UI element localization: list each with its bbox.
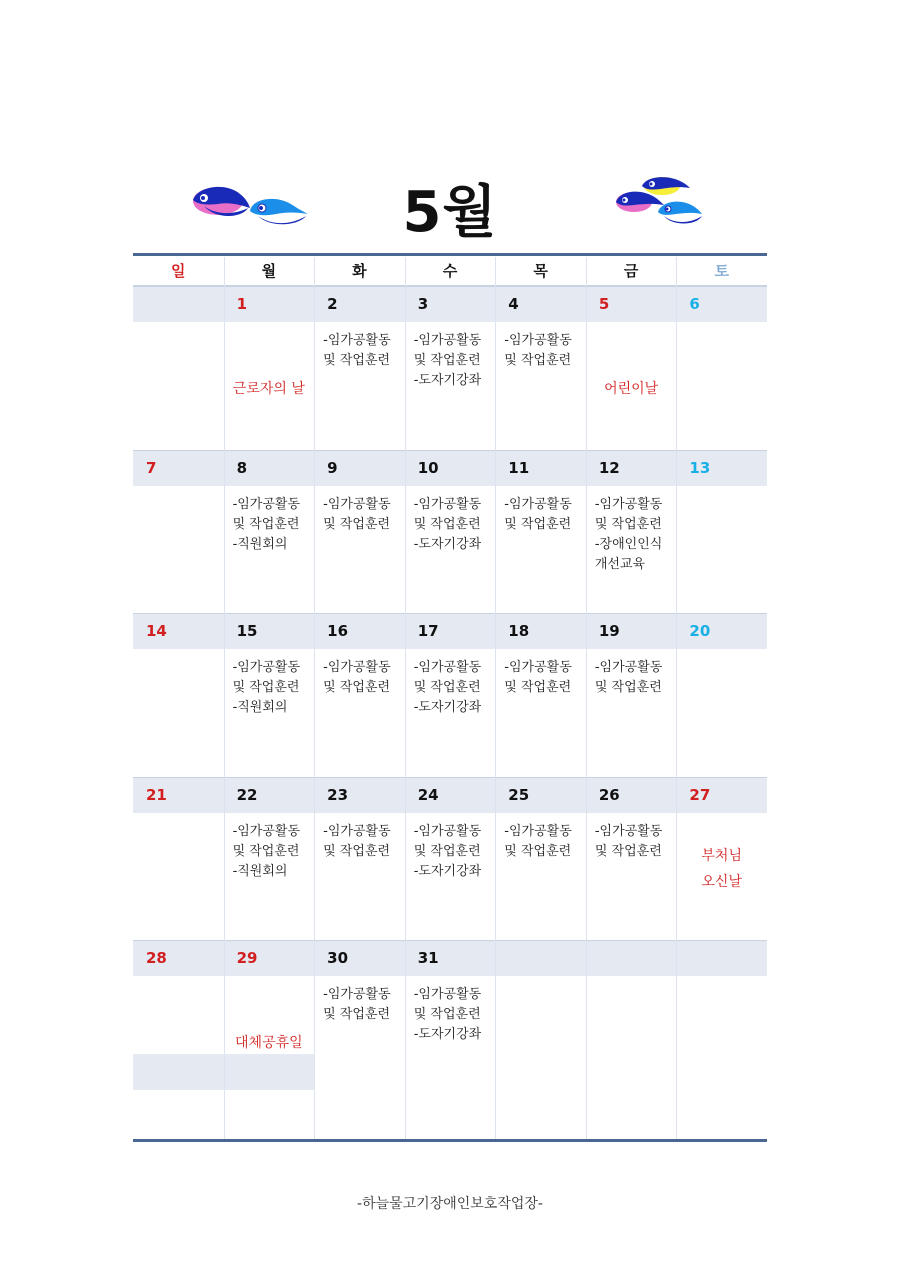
day-events: -임가공활동 및 작업훈련 -장애인인식 개선교육 [594, 497, 663, 572]
day-number: 19 [598, 622, 620, 640]
fish-right-icon [612, 172, 704, 226]
day-number: 13 [689, 459, 711, 477]
holiday-label: 근로자의 날 [232, 381, 305, 397]
week-divider [133, 940, 767, 941]
day-events: -임가공활동 및 작업훈련 [323, 824, 391, 859]
day-number: 8 [236, 459, 247, 477]
day-number: 20 [689, 622, 711, 640]
weekday-header: 수 [442, 262, 458, 280]
weekday-header: 월 [261, 262, 277, 280]
day-number: 16 [327, 622, 349, 640]
column-divider [676, 257, 677, 1139]
day-number: 25 [508, 786, 530, 804]
day-events: -임가공활동 및 작업훈련 -직원회의 [232, 660, 301, 715]
day-events: -임가공활동 및 작업훈련 [504, 497, 572, 532]
day-number: 17 [417, 622, 439, 640]
day-number: 10 [417, 459, 439, 477]
day-events: -임가공활동 및 작업훈련 -도자기강좌 [413, 497, 482, 552]
day-number: 12 [598, 459, 620, 477]
column-divider [314, 257, 315, 1139]
day-events: -임가공활동 및 작업훈련 [323, 987, 391, 1022]
week-date-band [133, 777, 767, 813]
day-events: -임가공활동 및 작업훈련 -도자기강좌 [413, 987, 482, 1042]
day-number: 4 [508, 295, 519, 313]
day-events: -임가공활동 및 작업훈련 -직원회의 [232, 824, 301, 879]
day-number: 1 [236, 295, 247, 313]
day-events: -임가공활동 및 작업훈련 [594, 824, 663, 859]
week-divider [133, 777, 767, 778]
week-divider [133, 450, 767, 451]
fish-left-icon [190, 178, 312, 228]
day-events: -임가공활동 및 작업훈련 -도자기강좌 [413, 660, 482, 715]
week-date-band [133, 613, 767, 649]
weekday-header: 목 [533, 262, 548, 280]
day-number: 22 [236, 786, 258, 804]
day-number: 24 [417, 786, 439, 804]
weekday-header: 토 [714, 262, 729, 280]
day-number: 28 [146, 949, 167, 967]
day-number: 7 [146, 459, 157, 477]
day-number: 2 [327, 295, 338, 313]
calendar-top-border [133, 253, 767, 256]
week-date-band [133, 286, 767, 322]
holiday-label: 어린이날 [604, 381, 659, 397]
column-divider [495, 257, 496, 1139]
day-number: 5 [598, 295, 610, 313]
day-events: -임가공활동 및 작업훈련 -도자기강좌 [413, 824, 482, 879]
holiday-label: 부처님 오신날 [701, 848, 742, 890]
week-date-band [133, 450, 767, 486]
day-number: 9 [327, 459, 338, 477]
day-number: 21 [146, 786, 167, 804]
month-title: 5월 [402, 180, 498, 245]
day-number: 29 [236, 949, 258, 967]
day-number: 27 [689, 786, 711, 804]
day-events: -임가공활동 및 작업훈련 [594, 660, 663, 695]
weekday-header: 금 [623, 262, 639, 280]
day-number: 30 [327, 949, 349, 967]
day-events: -임가공활동 및 작업훈련 [504, 333, 572, 368]
day-number: 18 [508, 622, 530, 640]
holiday-label: 대체공휴일 [235, 1035, 303, 1051]
day-number: 26 [598, 786, 620, 804]
day-number: 11 [508, 459, 530, 477]
column-divider [405, 257, 406, 1139]
day-events: -임가공활동 및 작업훈련 [504, 824, 572, 859]
week-date-band [133, 940, 767, 976]
day-number: 6 [689, 295, 700, 313]
day-events: -임가공활동 및 작업훈련 [323, 660, 391, 695]
day-number: 31 [417, 949, 439, 967]
weekday-header: 일 [171, 262, 186, 280]
day-events: -임가공활동 및 작업훈련 -직원회의 [232, 497, 301, 552]
day-events: -임가공활동 및 작업훈련 [323, 497, 391, 532]
day-number: 23 [327, 786, 349, 804]
day-events: -임가공활동 및 작업훈련 -도자기강좌 [413, 333, 482, 388]
calendar-bottom-border [133, 1139, 767, 1142]
day-events: -임가공활동 및 작업훈련 [323, 333, 391, 368]
day-number: 15 [236, 622, 258, 640]
day-events: -임가공활동 및 작업훈련 [504, 660, 572, 695]
day-number: 3 [417, 295, 429, 313]
week-divider [133, 613, 767, 614]
day-number: 14 [146, 622, 167, 640]
footer-organization: -하늘물고기장애인보호작업장- [357, 1196, 543, 1212]
week-divider [133, 286, 767, 287]
weekday-header: 화 [352, 262, 367, 280]
